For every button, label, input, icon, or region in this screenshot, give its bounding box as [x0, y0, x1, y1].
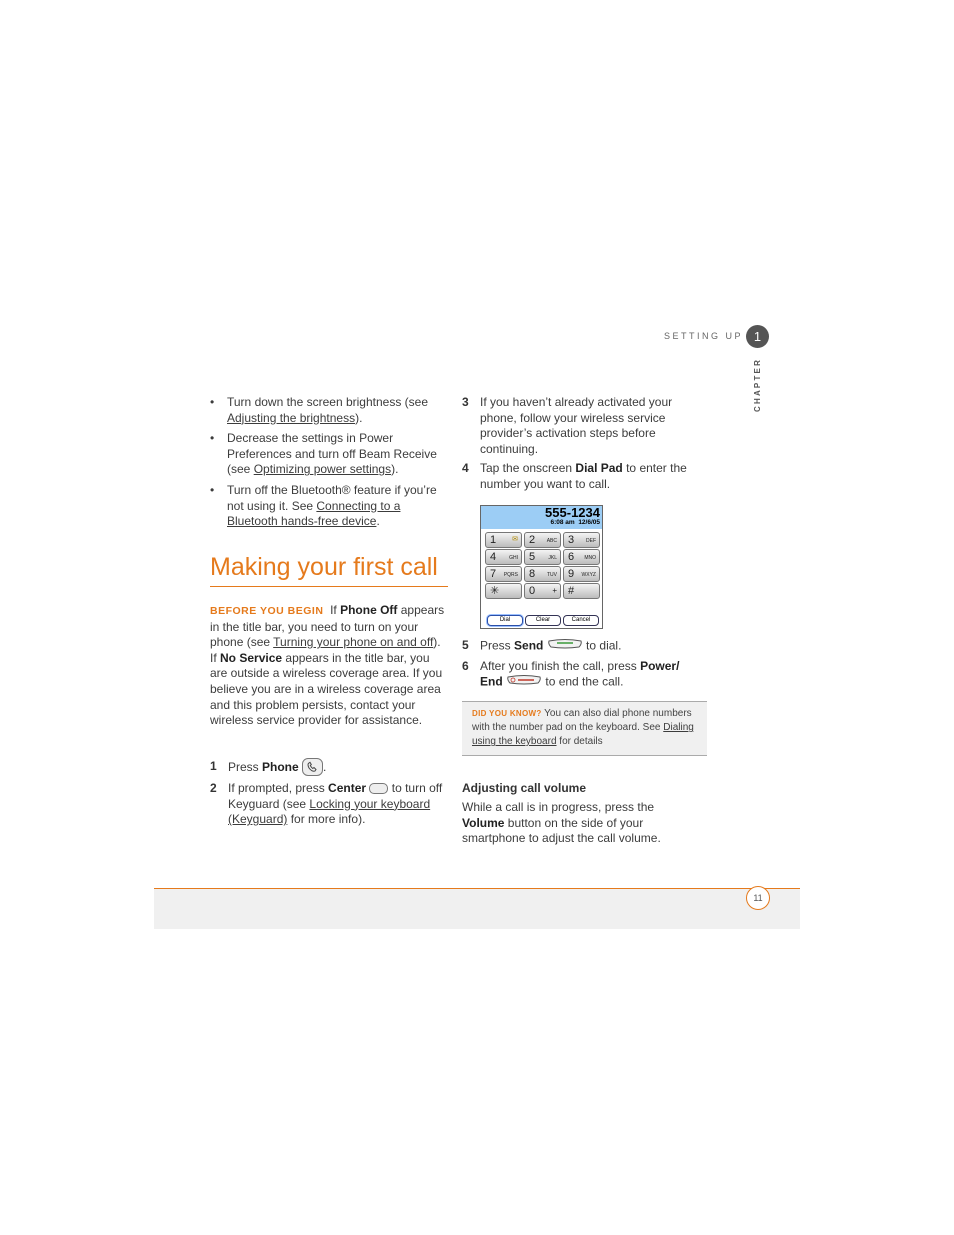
dial-pad-screenshot: [480, 505, 603, 629]
dialed-number: 555-1234: [545, 505, 600, 520]
link-optimizing-power[interactable]: Optimizing power settings: [253, 462, 392, 477]
volume-paragraph: While a call is in progress, press the Volume button on the side of your smartphone to adjust the call volume.: [462, 800, 661, 846]
step-item: 2 If prompted, press Center to turn off Keyguard (see Locking your keyboard (Keyguard) for more info).: [210, 781, 443, 827]
step-item: 5 Press Send to dial.: [462, 638, 700, 655]
clear-button[interactable]: Clear: [525, 615, 561, 626]
volume-subheading: Adjusting call volume: [462, 781, 587, 795]
section-label: SETTING UP: [664, 331, 744, 341]
key-4[interactable]: 4 GHI: [485, 549, 522, 565]
key-7[interactable]: 7 PQRS: [485, 566, 522, 582]
footer-rule: [154, 888, 800, 889]
left-bullet-list: [210, 395, 448, 535]
link-bluetooth-handsfree[interactable]: Connecting to a Bluetooth hands-free device: [227, 498, 401, 529]
key-9[interactable]: 9 WXYZ: [563, 566, 600, 582]
step-item: 1 Press Phone .: [210, 759, 327, 775]
send-key-icon: [547, 638, 583, 655]
phone-title-bar: [481, 506, 602, 529]
link-dialing-keyboard[interactable]: Dialing using the keyboard: [472, 722, 694, 747]
key-3[interactable]: 3 DEF: [563, 532, 600, 548]
step-item: 6 After you finish the call, press Power/ End to end the call.: [462, 659, 700, 691]
link-turning-phone-on-off[interactable]: Turning your phone on and off: [273, 635, 434, 650]
key-star[interactable]: ✳: [485, 583, 522, 599]
key-1[interactable]: 1 ✉: [485, 532, 522, 548]
time-date: 6:08 am 12/6/05: [550, 519, 600, 526]
center-button-icon: [369, 783, 388, 794]
key-5[interactable]: 5 JKL: [524, 549, 561, 565]
bullet-item: • Turn off the Bluetooth® feature if you’re not using it. See Connecting to a Bluetooth hands-free device.: [210, 483, 448, 530]
cancel-button[interactable]: Cancel: [563, 615, 599, 626]
step-item: 3 If you haven’t already activated your phone, follow your wireless service provider’s activation steps before continuing.: [462, 395, 673, 456]
section-heading: Making your first call: [210, 552, 448, 587]
before-you-begin-paragraph: BEFORE YOU BEGIN If Phone Off appears in the title bar, you need to turn on your phone (see Turning your phone on and off). If No Service appears in the title bar, you are outside a wireless coverage area. If you believe you are in a wireless coverage area and this problem persists, contact your wireless service provider for assistance.: [210, 603, 445, 728]
steps-left: [210, 759, 448, 832]
power-end-key-icon: [506, 674, 542, 691]
bullet-item: • Decrease the settings in Power Preferences and turn off Beam Receive (see Optimizing power settings).: [210, 431, 448, 478]
key-8[interactable]: 8 TUV: [524, 566, 561, 582]
bullet-item: • Turn down the screen brightness (see Adjusting the brightness).: [210, 395, 448, 426]
did-you-know-label: DID YOU KNOW?: [472, 709, 542, 718]
footer-band: [154, 889, 800, 929]
before-you-begin-label: BEFORE YOU BEGIN: [210, 605, 324, 617]
link-locking-keyboard[interactable]: Locking your keyboard (Keyguard): [228, 796, 431, 827]
phone-icon: [302, 758, 323, 776]
link-adjusting-brightness[interactable]: Adjusting the brightness: [227, 410, 356, 425]
steps-right-2: [462, 638, 700, 695]
key-0[interactable]: 0 +: [524, 583, 561, 599]
key-2[interactable]: 2 ABC: [524, 532, 561, 548]
chapter-vertical-label: CHAPTER: [753, 357, 762, 412]
steps-right: [462, 395, 700, 497]
key-6[interactable]: 6 MNO: [563, 549, 600, 565]
chapter-number-badge: 1: [746, 325, 769, 348]
dial-button[interactable]: Dial: [487, 615, 523, 626]
page-number: 11: [746, 886, 770, 910]
key-hash[interactable]: #: [563, 583, 600, 599]
did-you-know-tip: DID YOU KNOW? You can also dial phone numbers with the number pad on the keyboard. See Dialing using the keyboard for details: [462, 701, 707, 756]
step-item: 4 Tap the onscreen Dial Pad to enter the number you want to call.: [462, 461, 687, 491]
